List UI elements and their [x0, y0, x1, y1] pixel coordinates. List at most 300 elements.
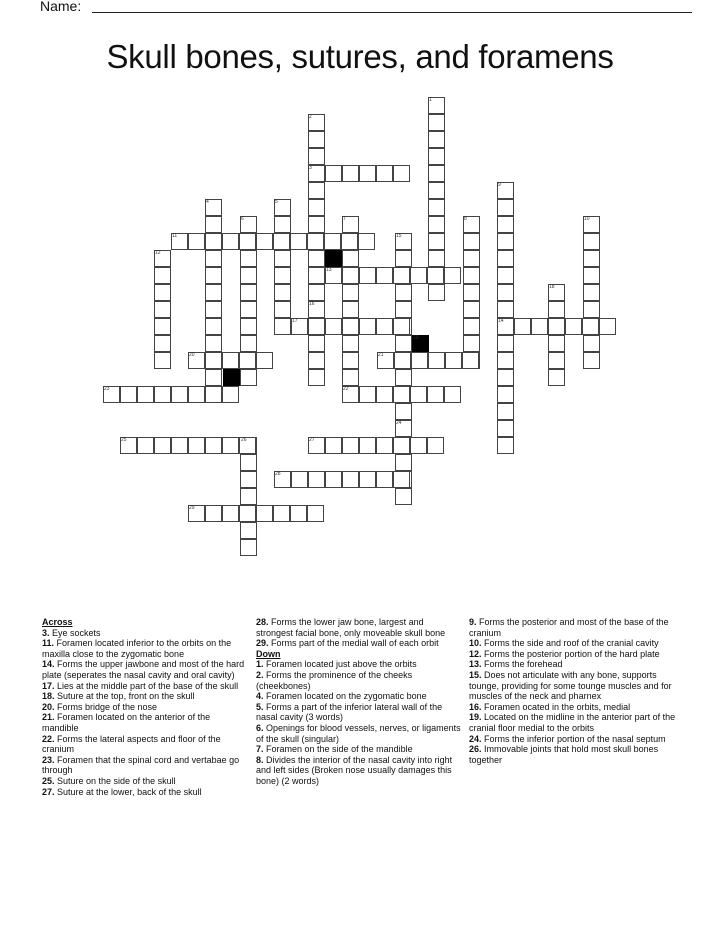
clue-number: 12.: [469, 648, 482, 659]
cell-number: 13: [326, 267, 332, 273]
crossword-cell[interactable]: [325, 165, 342, 182]
clue-item: [256, 755, 461, 787]
crossword-cell[interactable]: [393, 267, 410, 284]
crossword-cell[interactable]: [308, 131, 325, 148]
crossword-cell[interactable]: [205, 369, 222, 386]
crossword-cell[interactable]: [428, 233, 445, 250]
crossword-cell[interactable]: [376, 165, 393, 182]
clue-number: 9.: [469, 617, 477, 627]
clue-text: Foramen that the spinal cord and vertabae go through: [42, 754, 240, 776]
crossword-cell[interactable]: [307, 505, 324, 522]
crossword-cell[interactable]: [548, 335, 565, 352]
clue-item: [42, 787, 247, 798]
clue-number: 7.: [256, 744, 264, 755]
crossword-cell[interactable]: [428, 250, 445, 267]
clue-text: Foramen ocated in the orbits, medial: [481, 701, 631, 712]
crossword-cell[interactable]: [342, 250, 359, 267]
crossword-cell[interactable]: [222, 386, 239, 403]
crossword-cell[interactable]: [376, 437, 393, 454]
crossword-cell[interactable]: [154, 284, 171, 301]
clue-column-2: [256, 617, 461, 787]
cell-number: 24: [396, 420, 402, 426]
crossword-cell[interactable]: [222, 505, 239, 522]
clue-number: 20.: [42, 701, 55, 712]
clue-text: Forms the side and roof of the cranial cavity: [481, 638, 659, 649]
clue-text: Forms part of the medial wall of each orbit: [268, 638, 439, 649]
clue-number: 5.: [256, 701, 264, 712]
crossword-cell[interactable]: [428, 131, 445, 148]
crossword-cell[interactable]: [171, 386, 188, 403]
crossword-cell[interactable]: [325, 318, 342, 335]
clue-item: [42, 659, 247, 680]
crossword-cell[interactable]: [205, 284, 222, 301]
crossword-cell[interactable]: [307, 233, 324, 250]
crossword-cell[interactable]: [256, 233, 273, 250]
crossword-cell[interactable]: [395, 488, 412, 505]
clue-item: [42, 638, 247, 659]
crossword-cell[interactable]: [359, 267, 376, 284]
clue-item: [469, 670, 679, 702]
clue-item: [256, 744, 461, 755]
cell-number: 27: [309, 437, 315, 443]
crossword-cell[interactable]: [410, 437, 427, 454]
crossword-cell[interactable]: [497, 233, 514, 250]
crossword-cell[interactable]: [342, 369, 359, 386]
clue-number: 8.: [256, 754, 264, 765]
clue-text: Forms the prominence of the cheeks (cheekbones): [256, 669, 413, 691]
clue-number: 19.: [469, 712, 482, 723]
cell-number: 16: [309, 301, 315, 307]
crossword-cell[interactable]: [239, 352, 256, 369]
crossword-cell[interactable]: [308, 216, 325, 233]
crossword-cell[interactable]: [290, 505, 307, 522]
clue-text: Eye sockets: [49, 627, 101, 638]
cell-number: 17: [292, 318, 298, 324]
crossword-cell[interactable]: [308, 318, 325, 335]
crossword-cell[interactable]: [393, 437, 410, 454]
crossword-cell[interactable]: [240, 369, 257, 386]
clue-text: Suture at the top, front on the skull: [54, 691, 195, 702]
crossword-cell[interactable]: [427, 267, 444, 284]
crossword-cell[interactable]: [565, 318, 582, 335]
crossword-cell[interactable]: [410, 386, 427, 403]
crossword-cell[interactable]: [154, 335, 171, 352]
crossword-cell[interactable]: [497, 250, 514, 267]
crossword-cell[interactable]: [428, 148, 445, 165]
crossword-cell[interactable]: [341, 233, 358, 250]
crossword-cell[interactable]: [342, 267, 359, 284]
clue-item: [42, 702, 247, 713]
crossword-cell[interactable]: [583, 250, 600, 267]
clue-item: [256, 691, 461, 702]
crossword-cell[interactable]: [358, 233, 375, 250]
crossword-cell[interactable]: [376, 318, 393, 335]
crossword-cell[interactable]: [240, 488, 257, 505]
down-clue-list: [256, 659, 461, 786]
clue-item: [42, 776, 247, 787]
crossword-cell[interactable]: [359, 471, 376, 488]
cell-number: 1: [429, 97, 432, 103]
crossword-cell[interactable]: [395, 403, 412, 420]
crossword-cell[interactable]: [548, 318, 565, 335]
crossword-cell[interactable]: [410, 267, 427, 284]
clue-text: Forms the posterior portion of the hard plate: [481, 648, 660, 659]
clue-text: Does not articulate with any bone, supports tounge, providing for some tounge muscles and for muscles of the neck and pharnex: [469, 669, 672, 702]
clue-column-1: [42, 617, 247, 797]
clue-number: 25.: [42, 775, 55, 786]
crossword-cell[interactable]: [308, 250, 325, 267]
crossword-cell[interactable]: [463, 284, 480, 301]
clue-item: [256, 723, 461, 744]
crossword-cell[interactable]: [308, 471, 325, 488]
crossword-cell[interactable]: [240, 267, 257, 284]
crossword-cell[interactable]: [497, 284, 514, 301]
clue-number: 13.: [469, 659, 482, 670]
crossword-cell[interactable]: [359, 318, 376, 335]
crossword-cell[interactable]: [154, 437, 171, 454]
clue-text: Divides the interior of the nasal cavity into right and left sides (Broken nose usually damages this bone) (2 words): [256, 754, 453, 786]
cell-number: 18: [549, 284, 555, 290]
clue-item: [256, 638, 461, 649]
clue-text: Lies at the middle part of the base of the skull: [54, 680, 239, 691]
clue-text: Forms a part of the inferior lateral wall of the nasal cavity (3 words): [256, 701, 443, 723]
clue-item: [256, 617, 461, 638]
crossword-cell[interactable]: [274, 301, 291, 318]
down-clue-list-continued: [469, 617, 679, 765]
crossword-cell[interactable]: [342, 165, 359, 182]
crossword-cell[interactable]: [463, 250, 480, 267]
clue-text: Forms the upper jawbone and most of the hard plate (seperates the nasal cavity and oral cavity): [42, 659, 245, 680]
clue-number: 6.: [256, 722, 264, 733]
crossword-cell[interactable]: [342, 318, 359, 335]
crossword-cell[interactable]: [154, 386, 171, 403]
crossword-cell[interactable]: [393, 386, 410, 403]
crossword-cell[interactable]: [239, 233, 256, 250]
crossword-cell[interactable]: [393, 165, 410, 182]
crossword-cell[interactable]: [583, 352, 600, 369]
clue-number: 16.: [469, 701, 482, 712]
cell-number: 6: [241, 216, 244, 222]
crossword-cell[interactable]: [274, 250, 291, 267]
cell-number: 21: [378, 352, 384, 358]
crossword-cell[interactable]: [428, 352, 445, 369]
crossword-cell[interactable]: [308, 267, 325, 284]
clue-text: Immovable joints that hold most skull bones together: [469, 744, 659, 765]
clue-number: 14.: [42, 659, 55, 670]
crossword-cell[interactable]: [240, 318, 257, 335]
crossword-cell[interactable]: [308, 369, 325, 386]
crossword-cell[interactable]: [497, 301, 514, 318]
crossword-cell[interactable]: [256, 505, 273, 522]
crossword-cell[interactable]: [583, 233, 600, 250]
crossword-cell[interactable]: [444, 386, 461, 403]
crossword-cell[interactable]: [427, 386, 444, 403]
crossword-cell[interactable]: [308, 352, 325, 369]
crossword-cell[interactable]: [154, 267, 171, 284]
crossword-cell[interactable]: [222, 233, 239, 250]
clue-text: Openings for blood vessels, nerves, or ligaments of the skull (singular): [256, 722, 461, 744]
crossword-cell[interactable]: [376, 386, 393, 403]
crossword-cell[interactable]: [274, 318, 291, 335]
crossword-cell[interactable]: [463, 301, 480, 318]
crossword-cell[interactable]: [205, 233, 222, 250]
clue-item: [256, 670, 461, 691]
clue-number: 11.: [42, 638, 55, 649]
clue-text: Foramen located inferior to the orbits on the maxilla close to the zygomatic bone: [42, 638, 232, 659]
name-label: Name:: [40, 0, 82, 14]
crossword-cell[interactable]: [137, 386, 154, 403]
clue-number: 10.: [469, 638, 482, 649]
crossword-cell[interactable]: [325, 437, 342, 454]
cell-number: 7: [343, 216, 346, 222]
crossword-cell[interactable]: [428, 182, 445, 199]
crossword-cell[interactable]: [188, 437, 205, 454]
clue-number: 1.: [256, 659, 264, 670]
crossword-cell[interactable]: [205, 386, 222, 403]
clue-text: Suture at the lower, back of the skull: [54, 786, 202, 797]
crossword-cell[interactable]: [463, 335, 480, 352]
clue-number: 15.: [469, 669, 482, 680]
cell-number: 26: [241, 437, 247, 443]
crossword-cell[interactable]: [154, 352, 171, 369]
clue-number: 21.: [42, 712, 55, 723]
crossword-cell[interactable]: [548, 352, 565, 369]
clue-item: [42, 628, 247, 639]
cell-number: 9: [498, 182, 501, 188]
crossword-cell[interactable]: [291, 471, 308, 488]
crossword-cell[interactable]: [583, 284, 600, 301]
crossword-cell[interactable]: [497, 335, 514, 352]
crossword-cell[interactable]: [274, 216, 291, 233]
crossword-cell[interactable]: [342, 335, 359, 352]
crossword-cell[interactable]: [240, 335, 257, 352]
crossword-cell[interactable]: [239, 505, 256, 522]
crossword-cell[interactable]: [583, 301, 600, 318]
crossword-cell[interactable]: [497, 420, 514, 437]
crossword-cell[interactable]: [463, 318, 480, 335]
clue-number: 24.: [469, 733, 482, 744]
clue-number: 4.: [256, 691, 264, 702]
crossword-cell[interactable]: [395, 301, 412, 318]
crossword-cell[interactable]: [395, 250, 412, 267]
clue-number: 2.: [256, 669, 264, 680]
crossword-cell[interactable]: [531, 318, 548, 335]
crossword-cell[interactable]: [205, 301, 222, 318]
crossword-cell[interactable]: [137, 437, 154, 454]
crossword-cell[interactable]: [444, 267, 461, 284]
crossword-cell[interactable]: [497, 369, 514, 386]
crossword-cell[interactable]: [583, 335, 600, 352]
clue-column-3: [469, 617, 679, 765]
cell-number: 8: [464, 216, 467, 222]
clue-text: Forms the forehead: [481, 659, 563, 670]
crossword-cell[interactable]: [273, 505, 290, 522]
crossword-cell[interactable]: [428, 114, 445, 131]
clue-item: [469, 712, 679, 733]
crossword-cell[interactable]: [120, 386, 137, 403]
crossword-cell[interactable]: [171, 437, 188, 454]
crossword-cell[interactable]: [497, 216, 514, 233]
clue-text: Located on the midline in the anterior part of the cranial floor medial to the orbits: [469, 712, 676, 733]
crossword-cell[interactable]: [359, 165, 376, 182]
crossword-cell[interactable]: [428, 199, 445, 216]
cell-number: 28: [275, 471, 281, 477]
crossword-cell[interactable]: [395, 335, 412, 352]
cell-number: 23: [104, 386, 110, 392]
crossword-cell[interactable]: [342, 284, 359, 301]
crossword-cell[interactable]: [394, 352, 411, 369]
clue-item: [469, 734, 679, 745]
cell-number: 20: [189, 352, 195, 358]
crossword-cell[interactable]: [154, 301, 171, 318]
crossword-cell[interactable]: [428, 284, 445, 301]
crossword-cell[interactable]: [376, 267, 393, 284]
clue-item: [42, 691, 247, 702]
clue-text: Forms bridge of the nose: [54, 701, 158, 712]
cell-number: 12: [155, 250, 161, 256]
crossword-cell[interactable]: [256, 352, 273, 369]
clue-text: Suture on the side of the skull: [54, 775, 176, 786]
clue-number: 18.: [42, 691, 55, 702]
crossword-cell[interactable]: [359, 386, 376, 403]
clue-number: 23.: [42, 754, 55, 765]
crossword-cell[interactable]: [205, 437, 222, 454]
clue-item: [42, 712, 247, 733]
crossword-cell[interactable]: [395, 454, 412, 471]
cell-number: 3: [309, 165, 312, 171]
crossword-cell[interactable]: [428, 216, 445, 233]
crossword-cell[interactable]: [222, 352, 239, 369]
crossword-cell[interactable]: [342, 301, 359, 318]
clue-text: Foramen located just above the orbits: [263, 659, 417, 670]
crossword-cell[interactable]: [188, 233, 205, 250]
clue-text: Forms the inferior portion of the nasal septum: [481, 733, 666, 744]
clue-item: [256, 659, 461, 670]
crossword-cell[interactable]: [582, 318, 599, 335]
crossword-cell[interactable]: [342, 471, 359, 488]
cell-number: 14: [498, 318, 504, 324]
crossword-cell[interactable]: [273, 233, 290, 250]
crossword-cell[interactable]: [393, 471, 410, 488]
clue-item: [469, 744, 679, 765]
crossword-cell[interactable]: [308, 148, 325, 165]
crossword-cell[interactable]: [359, 437, 376, 454]
crossword-cell[interactable]: [274, 267, 291, 284]
crossword-cell[interactable]: [497, 437, 514, 454]
crossword-black-square: [325, 250, 342, 267]
crossword-cell[interactable]: [240, 471, 257, 488]
clue-number: 26.: [469, 744, 482, 755]
crossword-cell[interactable]: [325, 471, 342, 488]
crossword-cell[interactable]: [240, 301, 257, 318]
crossword-cell[interactable]: [411, 352, 428, 369]
crossword-cell[interactable]: [497, 403, 514, 420]
crossword-black-square: [223, 369, 240, 386]
crossword-cell[interactable]: [342, 437, 359, 454]
crossword-cell[interactable]: [205, 250, 222, 267]
crossword-cell[interactable]: [290, 233, 307, 250]
crossword-cell[interactable]: [445, 352, 462, 369]
clue-item: [256, 702, 461, 723]
crossword-cell[interactable]: [205, 335, 222, 352]
crossword-cell[interactable]: [548, 301, 565, 318]
crossword-cell[interactable]: [427, 437, 444, 454]
clue-text: Forms the lateral aspects and floor of the cranium: [42, 733, 221, 755]
cell-number: 22: [343, 386, 349, 392]
crossword-cell[interactable]: [393, 318, 410, 335]
clue-text: Forms the lower jaw bone, largest and strongest facial bone, only moveable skull bone: [256, 617, 446, 638]
crossword-cell[interactable]: [222, 437, 239, 454]
clue-text: Forms the posterior and most of the base of the cranium: [469, 617, 669, 638]
clue-number: 28.: [256, 617, 269, 627]
crossword-cell[interactable]: [497, 386, 514, 403]
cell-number: 19: [413, 335, 419, 341]
clue-item: [42, 734, 247, 755]
clue-item: [469, 649, 679, 660]
crossword-cell[interactable]: [205, 505, 222, 522]
clue-item: [469, 638, 679, 649]
cell-number: 15: [396, 233, 402, 239]
crossword-cell[interactable]: [583, 267, 600, 284]
crossword-cell[interactable]: [463, 233, 480, 250]
crossword-cell[interactable]: [395, 284, 412, 301]
crossword-cell[interactable]: [462, 352, 479, 369]
crossword-cell[interactable]: [308, 335, 325, 352]
cell-number: 25: [121, 437, 127, 443]
crossword-cell[interactable]: [395, 369, 412, 386]
crossword-cell[interactable]: [308, 199, 325, 216]
down-heading: Down: [256, 648, 281, 659]
clue-item: [42, 681, 247, 692]
crossword-cell[interactable]: [205, 216, 222, 233]
cell-number: 10: [584, 216, 590, 222]
clue-item: [469, 617, 679, 638]
crossword-cell[interactable]: [240, 284, 257, 301]
crossword-cell[interactable]: [497, 199, 514, 216]
crossword-cell[interactable]: [308, 284, 325, 301]
crossword-cell[interactable]: [274, 284, 291, 301]
clue-item: [469, 702, 679, 713]
cell-number: 5: [275, 199, 278, 205]
crossword-cell[interactable]: [240, 454, 257, 471]
crossword-cell[interactable]: [240, 250, 257, 267]
crossword-cell[interactable]: [205, 267, 222, 284]
crossword-cell[interactable]: [154, 318, 171, 335]
clue-item: [469, 659, 679, 670]
crossword-cell[interactable]: [324, 233, 341, 250]
clue-item: [42, 755, 247, 776]
crossword-cell[interactable]: [240, 539, 257, 556]
crossword-cell[interactable]: [342, 352, 359, 369]
crossword-cell[interactable]: [205, 318, 222, 335]
crossword-cell[interactable]: [308, 182, 325, 199]
crossword-cell[interactable]: [428, 165, 445, 182]
crossword-cell[interactable]: [188, 386, 205, 403]
crossword-cell[interactable]: [514, 318, 531, 335]
crossword-cell[interactable]: [497, 267, 514, 284]
cell-number: 2: [309, 114, 312, 120]
crossword-cell[interactable]: [497, 352, 514, 369]
crossword-cell[interactable]: [463, 267, 480, 284]
clue-number: 17.: [42, 680, 55, 691]
crossword-cell[interactable]: [240, 522, 257, 539]
crossword-cell[interactable]: [205, 352, 222, 369]
crossword-cell[interactable]: [376, 471, 393, 488]
crossword-cell[interactable]: [548, 369, 565, 386]
cell-number: 29: [189, 505, 195, 511]
clue-text: Foramen located on the anterior of the mandible: [42, 712, 211, 733]
crossword-cell[interactable]: [599, 318, 616, 335]
